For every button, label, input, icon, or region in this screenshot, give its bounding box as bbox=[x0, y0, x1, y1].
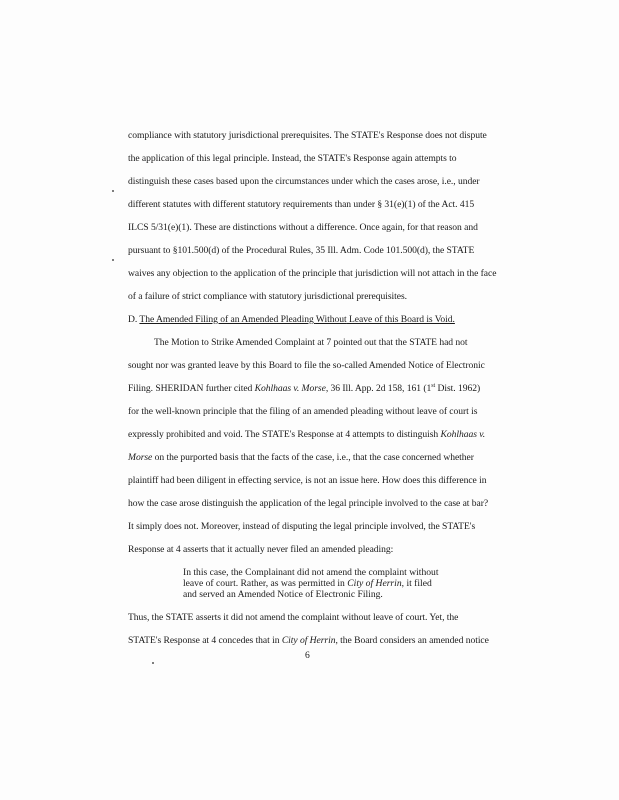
block-quote-line: and served an Amended Notice of Electronic Filing. bbox=[183, 589, 383, 600]
text-line: distinguish these cases based upon the circumstances under which the cases arose, i.e., under bbox=[128, 176, 480, 187]
case-name: Kohlhaas v. Morse bbox=[254, 383, 326, 394]
text-run: , 36 Ill. App. 2d 158, 161 (1 bbox=[325, 383, 432, 394]
text-line: of a failure of strict compliance with statutory jurisdictional prerequisites. bbox=[128, 291, 408, 302]
text-line: pursuant to §101.500(d) of the Procedural Rules, 35 Ill. Adm. Code 101.500(d), the STATE bbox=[128, 245, 475, 256]
text-run: , it filed bbox=[401, 578, 432, 589]
text-run: , the Board considers an amended notice bbox=[335, 635, 489, 646]
text-run: STATE's Response at 4 concedes that in bbox=[128, 635, 282, 646]
text-line: sought nor was granted leave by this Board to file the so-called Amended Notice of Electronic bbox=[128, 360, 485, 371]
case-name: Morse bbox=[128, 452, 153, 463]
scan-speck bbox=[112, 259, 114, 261]
text-line: Response at 4 asserts that it actually never filed an amended pleading: bbox=[128, 544, 394, 555]
superscript: st bbox=[431, 382, 436, 389]
text-line: It simply does not. Moreover, instead of disputing the legal principle involved, the STATE's bbox=[128, 521, 476, 532]
text-run: on the purported basis that the facts of the case, i.e., that the case concerned whether bbox=[152, 452, 474, 463]
text-line: for the well-known principle that the filing of an amended pleading without leave of court is bbox=[128, 406, 478, 417]
page-number: 6 bbox=[305, 650, 310, 661]
heading-part-1: The Amended Filing of an Amended Pleading bbox=[139, 314, 316, 325]
text-line: the application of this legal principle. Instead, the STATE's Response again attempts to bbox=[128, 153, 457, 164]
heading-prefix: D. bbox=[128, 314, 140, 325]
case-name: Kohlhaas v. bbox=[440, 429, 486, 440]
text-line: ILCS 5/31(e)(1). These are distinctions without a difference. Once again, for that reason and bbox=[128, 222, 478, 233]
text-line: how the case arose distinguish the application of the legal principle involved to the case at bar? bbox=[128, 498, 489, 509]
case-name: City of Herrin bbox=[347, 578, 402, 589]
text-run: Dist. 1962) bbox=[435, 383, 481, 394]
heading-part-2: Without bbox=[315, 314, 347, 325]
block-quote-line: In this case, the Complainant did not amend the complaint without bbox=[183, 567, 439, 578]
text-run: Filing. SHERIDAN further cited bbox=[128, 383, 255, 394]
case-name: City of Herrin bbox=[281, 635, 336, 646]
text-line: plaintiff had been diligent in effecting service, is not an issue here. How does this difference in bbox=[128, 475, 487, 486]
text-line bbox=[128, 452, 498, 464]
text-line bbox=[128, 635, 498, 647]
text-run: leave of court. Rather, as was permitted in bbox=[183, 578, 348, 589]
section-heading bbox=[128, 314, 498, 326]
text-line: The Motion to Strike Amended Complaint at 7 pointed out that the STATE had not bbox=[154, 337, 468, 348]
text-line: compliance with statutory jurisdictional prerequisites. The STATE's Response does not dispute bbox=[128, 130, 487, 141]
text-run: expressly prohibited and void. The STATE's Response at 4 attempts to distinguish bbox=[128, 429, 441, 440]
text-line: different statutes with different statutory requirements than under § 31(e)(1) of the Act. 415 bbox=[128, 199, 475, 210]
block-quote-line bbox=[183, 578, 432, 589]
text-line: Thus, the STATE asserts it did not amend the complaint without leave of court. Yet, the bbox=[128, 612, 459, 623]
text-line: waives any objection to the application of the principle that jurisdiction will not attach in the face bbox=[128, 268, 497, 279]
scan-speck bbox=[112, 190, 114, 192]
heading-part-3: Leave of this Board is Void. bbox=[346, 314, 455, 325]
text-line bbox=[128, 429, 498, 441]
scan-speck bbox=[152, 662, 154, 664]
text-line bbox=[128, 383, 498, 395]
